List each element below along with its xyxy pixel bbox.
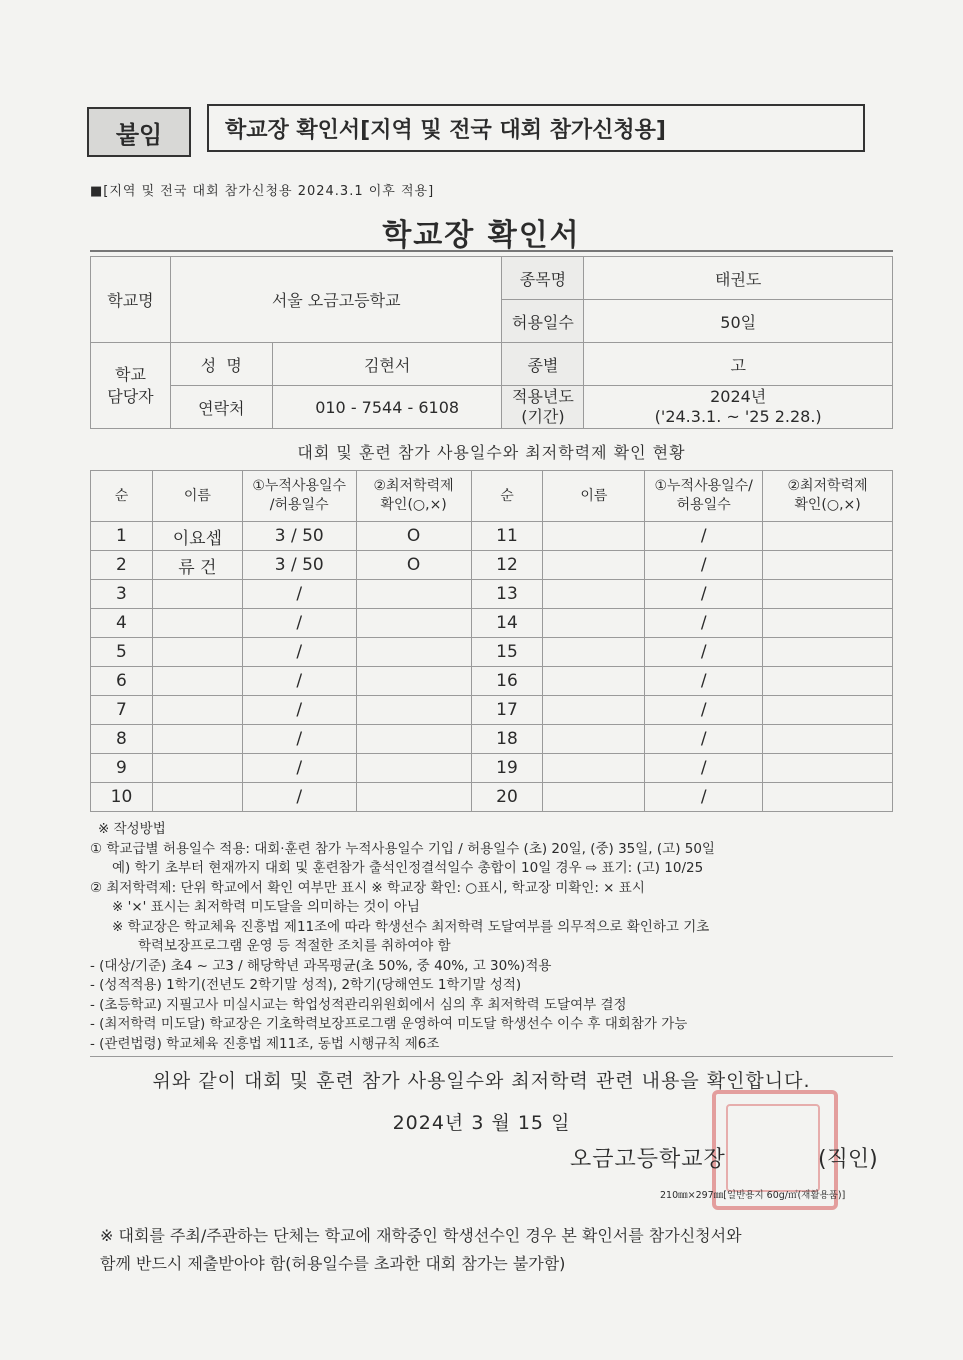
year-value: 2024년 ('24.3.1. ~ '25 2.28.) — [584, 386, 893, 429]
row-days: / — [242, 638, 356, 667]
row-no-2: 19 — [471, 754, 543, 783]
row-academic — [356, 783, 471, 812]
instruction-line: ※ '×' 표시는 최저학력 미도달을 의미하는 것이 아님 — [112, 899, 420, 915]
instruction-line: - (관련법령) 학교체육 진흥법 제11조, 동법 시행규칙 제6조 — [90, 1035, 440, 1052]
document-title: 학교장 확인서 — [382, 218, 581, 253]
row-days: / — [242, 696, 356, 725]
row-days-2: / — [645, 551, 763, 580]
row-academic-2 — [763, 580, 893, 609]
row-days: / — [242, 609, 356, 638]
confirmation-statement: 위와 같이 대회 및 훈련 참가 사용일수와 최저학력 관련 내용을 확인합니다. — [152, 1070, 811, 1092]
row-name-2 — [543, 725, 645, 754]
row-name — [152, 696, 242, 725]
row-no: 4 — [91, 609, 153, 638]
row-name — [152, 725, 242, 754]
row-name — [152, 667, 242, 696]
table-row — [91, 551, 893, 580]
row-days: / — [242, 667, 356, 696]
row-name-2 — [543, 609, 645, 638]
official-seal-inner — [726, 1104, 820, 1192]
row-academic-2 — [763, 667, 893, 696]
row-name-2 — [543, 638, 645, 667]
row-academic-2 — [763, 551, 893, 580]
row-academic — [356, 667, 471, 696]
row-name-2 — [543, 551, 645, 580]
table-row — [91, 754, 893, 783]
row-no-2: 12 — [471, 551, 543, 580]
instruction-line: - (최저학력 미도달) 학교장은 기초학력보장프로그램 운영하여 미도달 학생선수 이수 후 대회참가 가능 — [90, 1016, 688, 1032]
row-days-2: / — [645, 609, 763, 638]
info-table — [90, 256, 893, 429]
row-no: 1 — [91, 522, 153, 551]
instruction-line: 예) 학기 초부터 현재까지 대회 및 훈련참가 출석인정결석일수 총합이 10일 경우 ⇨ 표기: (고) 10/25 — [112, 860, 704, 876]
row-no-2: 14 — [471, 609, 543, 638]
col-no: 순 — [91, 471, 153, 522]
row-days: 3 / 50 — [242, 551, 356, 580]
row-name — [152, 783, 242, 812]
row-name-2 — [543, 667, 645, 696]
instruction-line: ② 최저학력제: 단위 학교에서 확인 여부만 표시 ※ 학교장 확인: ○표시, 학교장 미확인: × 표시 — [90, 879, 645, 896]
row-no-2: 13 — [471, 580, 543, 609]
row-academic — [356, 580, 471, 609]
row-no: 2 — [91, 551, 153, 580]
table-row — [91, 609, 893, 638]
table-row — [91, 667, 893, 696]
row-days-2: / — [645, 580, 763, 609]
instruction-line: - (성적적용) 1학기(전년도 2학기말 성적), 2학기(당해연도 1학기말 성적) — [90, 977, 522, 993]
row-no: 7 — [91, 696, 153, 725]
allowed-days-value: 50일 — [584, 300, 893, 343]
row-name — [152, 754, 242, 783]
row-no-2: 17 — [471, 696, 543, 725]
form-heading: 학교장 확인서[지역 및 전국 대회 참가신청용] — [207, 104, 865, 152]
table-row — [91, 725, 893, 754]
table-row — [91, 783, 893, 812]
col-days-2: ①누적사용일수/ 허용일수 — [645, 471, 763, 522]
row-no: 5 — [91, 638, 153, 667]
row-academic — [356, 754, 471, 783]
instruction-line: - (초등학교) 지필고사 미실시교는 학업성적관리위원회에서 심의 후 최저학력 도달여부 결정 — [90, 996, 627, 1013]
school-label: 학교명 — [91, 257, 171, 343]
row-academic-2 — [763, 754, 893, 783]
row-days: / — [242, 580, 356, 609]
row-name: 류 건 — [152, 551, 242, 580]
row-academic — [356, 638, 471, 667]
instruction-line: ① 학교급별 허용일수 적용: 대회·훈련 참가 누적사용일수 기입 / 허용일수 (초) 20일, (중) 35일, (고) 50일 — [90, 840, 715, 857]
row-academic: O — [356, 551, 471, 580]
row-name: 이요셉 — [152, 522, 242, 551]
participation-table — [90, 470, 893, 812]
instruction-line: 학력보장프로그램 운영 등 적절한 조치를 취하여야 함 — [138, 938, 451, 954]
row-academic-2 — [763, 522, 893, 551]
row-days-2: / — [645, 725, 763, 754]
row-days: / — [242, 783, 356, 812]
name-label: 성 명 — [170, 343, 272, 386]
name-value: 김현서 — [272, 343, 502, 386]
col-academic: ②최저학력제 확인(○,×) — [356, 471, 471, 522]
row-name-2 — [543, 754, 645, 783]
paper-spec: 210㎜×297㎜[일반용지 60g/㎡(재활용품)] — [660, 1190, 846, 1201]
row-no: 9 — [91, 754, 153, 783]
row-no-2: 20 — [471, 783, 543, 812]
row-academic-2 — [763, 609, 893, 638]
instruction-line: ※ 학교장은 학교체육 진흥법 제11조에 따라 학생선수 최저학력 도달여부를 의무적으로 확인하고 기초 — [112, 918, 710, 935]
row-name — [152, 638, 242, 667]
row-no-2: 15 — [471, 638, 543, 667]
sport-value: 태권도 — [584, 257, 893, 300]
col-name: 이름 — [152, 471, 242, 522]
col-name-2: 이름 — [543, 471, 645, 522]
row-days: 3 / 50 — [242, 522, 356, 551]
row-no-2: 11 — [471, 522, 543, 551]
row-academic-2 — [763, 725, 893, 754]
row-days: / — [242, 754, 356, 783]
row-no: 6 — [91, 667, 153, 696]
col-no-2: 순 — [471, 471, 543, 522]
row-name-2 — [543, 783, 645, 812]
row-days-2: / — [645, 638, 763, 667]
writing-instructions — [90, 820, 900, 1054]
instruction-line: ※ 작성방법 — [98, 821, 166, 837]
row-name-2 — [543, 696, 645, 725]
row-name — [152, 609, 242, 638]
row-no: 10 — [91, 783, 153, 812]
footer-note: ※ 대회를 주최/주관하는 단체는 학교에 재학중인 학생선수인 경우 본 확인서를 참가신청서와 함께 반드시 제출받아야 함(허용일수를 초과한 대회 참가는 불가함) — [100, 1226, 742, 1273]
manager-label: 학교 담당자 — [91, 343, 171, 429]
table-row — [91, 522, 893, 551]
sport-label: 종목명 — [502, 257, 584, 300]
category-label: 종별 — [502, 343, 584, 386]
issue-date: 2024년 3 월 15 일 — [392, 1112, 571, 1134]
contact-value: 010 - 7544 - 6108 — [272, 386, 502, 429]
signer-name: 오금고등학교장 — [570, 1147, 726, 1172]
row-days-2: / — [645, 667, 763, 696]
row-no-2: 16 — [471, 667, 543, 696]
row-no-2: 18 — [471, 725, 543, 754]
row-academic-2 — [763, 783, 893, 812]
table-row — [91, 580, 893, 609]
row-no: 3 — [91, 580, 153, 609]
col-academic-2: ②최저학력제 확인(○,×) — [763, 471, 893, 522]
row-days-2: / — [645, 783, 763, 812]
section-title: 대회 및 훈련 참가 사용일수와 최저학력제 확인 현황 — [297, 443, 686, 462]
row-name-2 — [543, 522, 645, 551]
row-days-2: / — [645, 696, 763, 725]
row-academic-2 — [763, 696, 893, 725]
row-days-2: / — [645, 522, 763, 551]
applicability-note: ■[지역 및 전국 대회 참가신청용 2024.3.1 이후 적용] — [90, 184, 435, 199]
allowed-days-label: 허용일수 — [502, 300, 584, 343]
seal-label: (직인) — [818, 1147, 878, 1172]
row-academic — [356, 696, 471, 725]
instruction-line: - (대상/기준) 초4 ~ 고3 / 해당학년 과목평균(초 50%, 중 40%, 고 30%)적용 — [90, 957, 552, 974]
row-no: 8 — [91, 725, 153, 754]
col-days: ①누적사용일수 /허용일수 — [242, 471, 356, 522]
year-label: 적용년도 (기간) — [502, 386, 584, 429]
row-days: / — [242, 725, 356, 754]
row-academic-2 — [763, 638, 893, 667]
school-value: 서울 오금고등학교 — [170, 257, 502, 343]
attachment-tag: 붙임 — [87, 107, 191, 157]
row-name — [152, 580, 242, 609]
category-value: 고 — [584, 343, 893, 386]
row-academic: O — [356, 522, 471, 551]
table-row — [91, 696, 893, 725]
row-academic — [356, 609, 471, 638]
row-days-2: / — [645, 754, 763, 783]
row-academic — [356, 725, 471, 754]
contact-label: 연락처 — [170, 386, 272, 429]
table-row — [91, 638, 893, 667]
row-name-2 — [543, 580, 645, 609]
